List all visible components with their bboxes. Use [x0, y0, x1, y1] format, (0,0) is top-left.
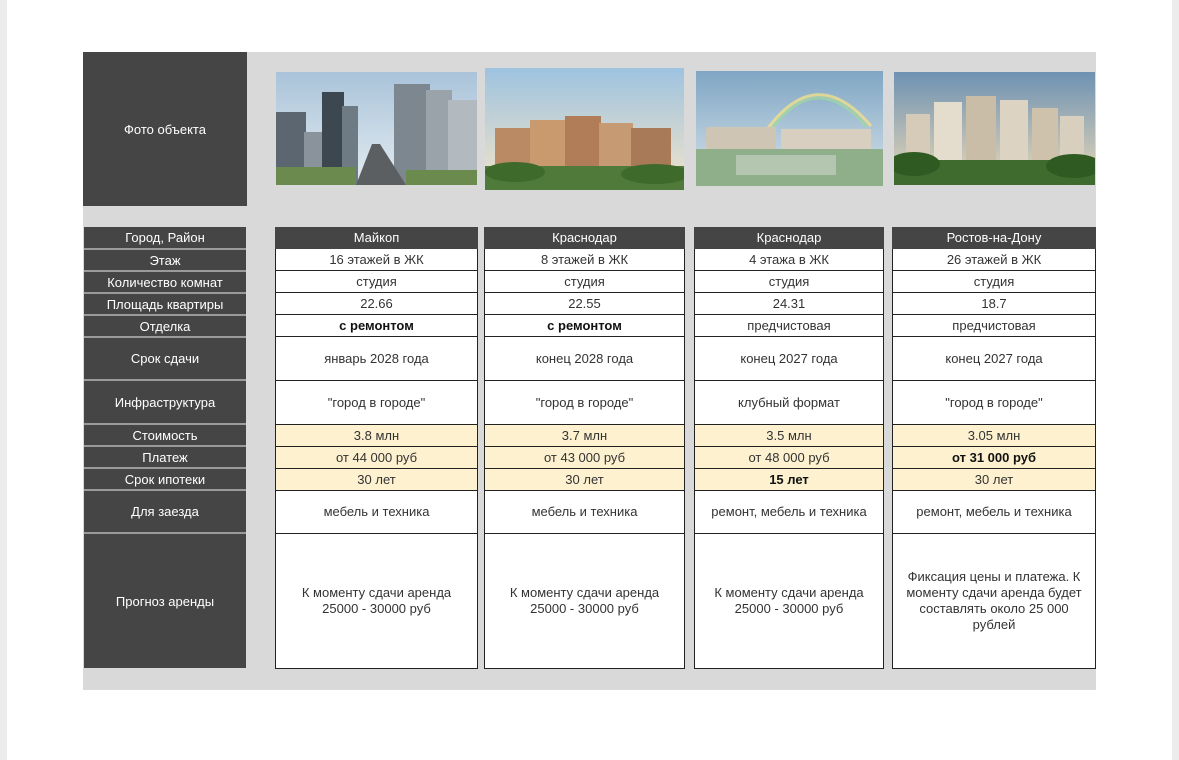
- label-finish: Отделка: [84, 316, 246, 336]
- payment-cell: от 31 000 руб: [892, 447, 1096, 469]
- deadline-cell: конец 2027 года: [892, 337, 1096, 381]
- floor-cell: 26 этажей в ЖК: [892, 249, 1096, 271]
- label-infrastructure: Инфраструктура: [84, 381, 246, 423]
- finish-cell: предчистовая: [892, 315, 1096, 337]
- label-move-in: Для заезда: [84, 491, 246, 532]
- label-payment: Платеж: [84, 447, 246, 467]
- label-rooms: Количество комнат: [84, 272, 246, 292]
- price-cell: 3.5 млн: [694, 425, 884, 447]
- rent-forecast-cell: К моменту сдачи аренда 25000 - 30000 руб: [484, 534, 685, 669]
- infrastructure-cell: клубный формат: [694, 381, 884, 425]
- city-cell: Ростов-на-Дону: [892, 227, 1096, 249]
- rent-forecast-cell: К моменту сдачи аренда 25000 - 30000 руб: [694, 534, 884, 669]
- price-cell: 3.8 млн: [275, 425, 478, 447]
- label-deadline: Срок сдачи: [84, 338, 246, 379]
- payment-cell: от 44 000 руб: [275, 447, 478, 469]
- deadline-cell: конец 2028 года: [484, 337, 685, 381]
- deadline-cell: январь 2028 года: [275, 337, 478, 381]
- mortgage-cell: 30 лет: [892, 469, 1096, 491]
- deadline-cell: конец 2027 года: [694, 337, 884, 381]
- object-photo-2: [485, 68, 684, 190]
- area-cell: 22.55: [484, 293, 685, 315]
- floor-cell: 4 этажа в ЖК: [694, 249, 884, 271]
- move-in-cell: мебель и техника: [484, 491, 685, 534]
- payment-cell: от 48 000 руб: [694, 447, 884, 469]
- price-cell: 3.05 млн: [892, 425, 1096, 447]
- rooms-cell: студия: [694, 271, 884, 293]
- label-area: Площадь квартиры: [84, 294, 246, 314]
- area-cell: 24.31: [694, 293, 884, 315]
- label-city: Город, Район: [84, 227, 246, 248]
- finish-cell: предчистовая: [694, 315, 884, 337]
- mortgage-cell: 15 лет: [694, 469, 884, 491]
- rooms-cell: студия: [892, 271, 1096, 293]
- move-in-cell: мебель и техника: [275, 491, 478, 534]
- object-photo-1: [276, 72, 477, 185]
- label-floor: Этаж: [84, 250, 246, 270]
- mortgage-cell: 30 лет: [484, 469, 685, 491]
- mortgage-cell: 30 лет: [275, 469, 478, 491]
- label-photo: Фото объекта: [83, 52, 247, 206]
- finish-cell: с ремонтом: [275, 315, 478, 337]
- area-cell: 22.66: [275, 293, 478, 315]
- move-in-cell: ремонт, мебель и техника: [694, 491, 884, 534]
- infrastructure-cell: "город в городе": [275, 381, 478, 425]
- payment-cell: от 43 000 руб: [484, 447, 685, 469]
- area-cell: 18.7: [892, 293, 1096, 315]
- label-price: Стоимость: [84, 425, 246, 445]
- label-rent-forecast: Прогноз аренды: [84, 534, 246, 668]
- object-photo-3: [696, 71, 883, 186]
- finish-cell: с ремонтом: [484, 315, 685, 337]
- rooms-cell: студия: [275, 271, 478, 293]
- floor-cell: 16 этажей в ЖК: [275, 249, 478, 271]
- rooms-cell: студия: [484, 271, 685, 293]
- move-in-cell: ремонт, мебель и техника: [892, 491, 1096, 534]
- rent-forecast-cell: Фиксация цены и платежа. К моменту сдачи аренда будет составлять около 25 000 рублей: [892, 534, 1096, 669]
- city-cell: Краснодар: [694, 227, 884, 249]
- object-photo-4: [894, 72, 1095, 185]
- city-cell: Краснодар: [484, 227, 685, 249]
- rent-forecast-cell: К моменту сдачи аренда 25000 - 30000 руб: [275, 534, 478, 669]
- infrastructure-cell: "город в городе": [892, 381, 1096, 425]
- label-mortgage: Срок ипотеки: [84, 469, 246, 489]
- price-cell: 3.7 млн: [484, 425, 685, 447]
- floor-cell: 8 этажей в ЖК: [484, 249, 685, 271]
- infrastructure-cell: "город в городе": [484, 381, 685, 425]
- city-cell: Майкоп: [275, 227, 478, 249]
